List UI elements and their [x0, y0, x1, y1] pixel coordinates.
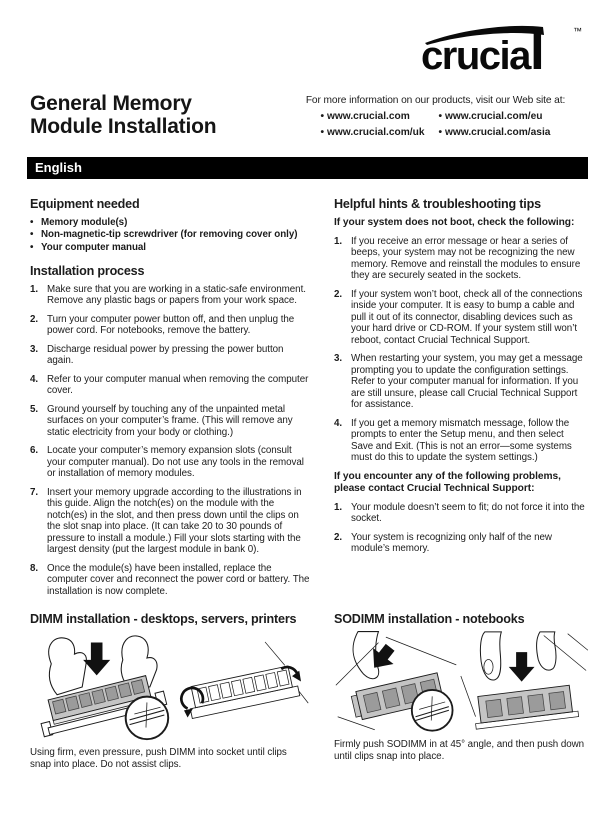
problems-subheading: If you encounter any of the following problems, please contact Crucial Technical Support:	[334, 470, 561, 494]
sodimm-illustrations	[334, 630, 588, 735]
boot-step: When restarting your system, you may get a message prompting you to update the configuration settings. Refer to your computer manual for information. If you are still unsure, please call Crucial Technical Support for assistance.	[351, 353, 583, 410]
web-links-column-1	[321, 110, 425, 142]
equipment-item: • Your computer manual	[30, 242, 310, 254]
web-links-column-2	[439, 110, 551, 142]
body-columns	[0, 179, 615, 604]
installation-step: Turn your computer power button off, and then unplug the power cord. For notebooks, remove the battery.	[47, 313, 295, 336]
dimm-clips-illustration	[175, 630, 310, 743]
link-crucial-com-eu[interactable]: • www.crucial.com/eu	[439, 110, 551, 123]
sodimm-press-illustration	[459, 630, 588, 735]
boot-step: If you receive an error message or hear a series of beeps, your system may not be recognizing the new memory. Remove and reinstall the modules to ensure they are securely seated in the sockets.	[351, 235, 581, 281]
link-crucial-com-asia[interactable]: • www.crucial.com/asia	[439, 126, 551, 139]
link-crucial-com[interactable]: • www.crucial.com	[321, 110, 425, 123]
logo-text: crucial	[421, 22, 544, 76]
right-column	[334, 199, 588, 604]
header-logo-area	[0, 0, 615, 76]
down-arrow-icon	[83, 643, 110, 676]
boot-step: If your system won’t boot, check all of the connections inside your computer. It is easy to bump a cable and pull it out of its connector, disabling devices such as your hard drive or CD-ROM. If your system still won’t reboot, contact Crucial Technical Support.	[351, 288, 583, 346]
dimm-caption: Using firm, even pressure, push DIMM into socket until clips snap into place. Do not assist clips.	[30, 747, 287, 770]
link-crucial-com-uk[interactable]: • www.crucial.com/uk	[321, 126, 425, 139]
web-info-block	[283, 92, 588, 142]
sodimm-caption: Firmly push SODIMM in at 45° angle, and then push down until clips snap into place.	[334, 739, 585, 762]
language-banner	[27, 157, 588, 179]
equipment-list	[30, 217, 310, 254]
dimm-insert-illustration	[30, 630, 175, 743]
problem-steps	[334, 502, 588, 555]
installation-step: Once the module(s) have been installed, replace the computer cover and reconnect the power cord or battery. The installation is now complete.	[47, 562, 310, 597]
sodimm-insert-illustration	[334, 630, 459, 735]
boot-steps	[334, 236, 588, 464]
installation-step: Discharge residual power by pressing the power button again.	[47, 343, 284, 366]
installation-step: Refer to your computer manual when removing the computer cover.	[47, 373, 309, 396]
web-links	[283, 110, 588, 142]
equipment-heading: Equipment needed	[30, 197, 140, 211]
boot-step: If you get a memory mismatch message, follow the prompts to enter the Setup menu, and then select Save and Exit. (This is not an error—some systems must do this to update the system settings.)	[351, 417, 572, 463]
trademark-symbol: ™	[573, 26, 582, 36]
installation-step: Insert your memory upgrade according to the illustrations in this guide. Align the notch(es) on the module with the notch(es) in the slot, and then press down until the clips on the slot snap into place. (It can take 20 to 30 pounds of pressure to install a module.) Fill your slots starting with the largest density (put the largest module in bank 0).	[47, 486, 302, 555]
installation-steps	[30, 284, 310, 598]
installation-heading: Installation process	[30, 264, 145, 278]
problem-step: Your system is recognizing only half of the new module’s memory.	[351, 531, 552, 554]
web-info-text: For more information on our products, visit our Web site at:	[305, 95, 566, 106]
down-arrow-icon	[509, 652, 535, 681]
down-arrow-icon	[364, 639, 400, 675]
title-line-1: General Memory	[30, 92, 192, 115]
page-title	[30, 92, 216, 142]
left-column	[30, 199, 310, 604]
boot-subheading: If your system does not boot, check the following:	[334, 216, 575, 228]
magnifier-inset	[412, 690, 453, 731]
problem-step: Your module doesn’t seem to fit; do not force it into the socket.	[351, 501, 585, 524]
equipment-item: • Memory module(s)	[30, 217, 310, 229]
dimm-heading: DIMM installation - desktops, servers, printers	[30, 612, 297, 626]
language-banner-label: English	[35, 160, 82, 175]
crucial-logo	[421, 22, 589, 76]
troubleshooting-heading: Helpful hints & troubleshooting tips	[334, 197, 541, 211]
figures-section	[0, 604, 615, 770]
installation-step: Make sure that you are working in a static-safe environment. Remove any plastic bags or papers from your work space.	[47, 283, 306, 306]
sodimm-figure-block	[334, 612, 588, 770]
document-header	[0, 76, 615, 142]
installation-step: Locate your computer’s memory expansion slots (consult your computer manual). Do not use any tools in the removal or installation of memory modules.	[47, 445, 304, 479]
sodimm-heading: SODIMM installation - notebooks	[334, 612, 525, 626]
dimm-figure-block	[30, 612, 310, 770]
installation-step: Ground yourself by touching any of the unpainted metal surfaces on your computer’s frame. (This will remove any static electricity from your body or clothing.)	[47, 403, 293, 438]
equipment-item: • Non-magnetic-tip screwdriver (for removing cover only)	[30, 229, 310, 241]
title-line-2: Module Installation	[30, 115, 217, 138]
dimm-illustrations	[30, 630, 310, 743]
